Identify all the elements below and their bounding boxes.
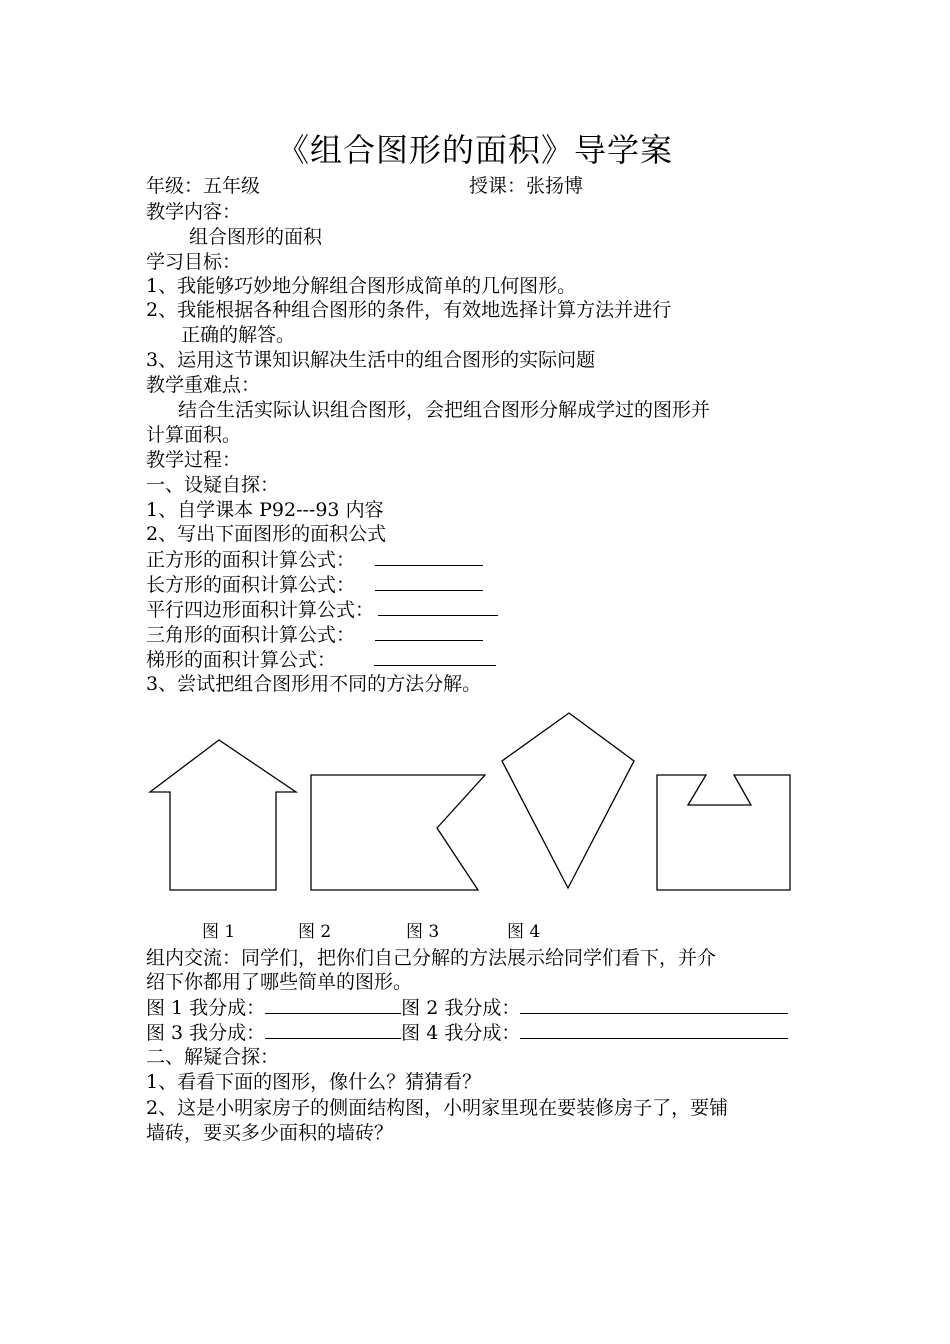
figure-label: 图 3 bbox=[406, 922, 440, 942]
formula-label: 平行四边形面积计算公式： bbox=[146, 599, 375, 621]
key-points-text-continued: 计算面积。 bbox=[146, 424, 242, 446]
content-text: 组合图形的面积 bbox=[189, 226, 323, 248]
key-points-text: 结合生活实际认识组合图形，会把组合图形分解成学过的图形并 bbox=[178, 399, 711, 421]
goals-heading: 学习目标： bbox=[146, 251, 242, 273]
part2-heading: 二、解疑合探： bbox=[146, 1046, 280, 1068]
key-points-heading: 教学重难点： bbox=[146, 374, 261, 396]
goal-item: 2、我能根据各种组合图形的条件，有效地选择计算方法并进行 bbox=[146, 299, 672, 321]
figure-2-flag-shape bbox=[311, 775, 485, 890]
teacher-line: 授课：张扬博 bbox=[469, 175, 584, 197]
formula-label: 长方形的面积计算公式： bbox=[146, 574, 356, 596]
answer-blank[interactable] bbox=[265, 1020, 401, 1039]
exchange-text-continued: 绍下你都用了哪些简单的图形。 bbox=[146, 971, 413, 993]
split-label: 图 4 我分成： bbox=[401, 1022, 521, 1044]
figure-1-house-shape bbox=[150, 740, 296, 890]
part1-item: 1、自学课本 P92---93 内容 bbox=[146, 499, 384, 521]
split-label: 图 2 我分成： bbox=[401, 997, 521, 1019]
page-title: 《组合图形的面积》导学案 bbox=[276, 131, 673, 169]
goal-item: 1、我能够巧妙地分解组合图形成简单的几何图形。 bbox=[146, 275, 577, 297]
answer-blank[interactable] bbox=[520, 1020, 788, 1039]
formula-label: 正方形的面积计算公式： bbox=[146, 549, 356, 571]
grade-line: 年级：五年级 bbox=[146, 175, 261, 197]
content-heading: 教学内容： bbox=[146, 201, 242, 223]
process-heading: 教学过程： bbox=[146, 449, 242, 471]
figure-3-kite-shape bbox=[502, 713, 634, 888]
split-row-1 bbox=[146, 995, 788, 1021]
part1-item: 2、写出下面图形的面积公式 bbox=[146, 523, 387, 545]
goal-item-continued: 正确的解答。 bbox=[181, 324, 296, 346]
goal-item: 3、运用这节课知识解决生活中的组合图形的实际问题 bbox=[146, 349, 596, 371]
exchange-text: 组内交流：同学们，把你们自己分解的方法展示给同学们看下，并介 bbox=[146, 947, 717, 969]
answer-blank[interactable] bbox=[265, 995, 401, 1014]
split-label: 图 1 我分成： bbox=[146, 997, 266, 1019]
formula-label: 三角形的面积计算公式： bbox=[146, 624, 356, 646]
split-label: 图 3 我分成： bbox=[146, 1022, 266, 1044]
figure-label: 图 1 bbox=[202, 922, 236, 942]
part1-heading: 一、设疑自探： bbox=[146, 474, 280, 496]
part2-item: 2、这是小明家房子的侧面结构图，小明家里现在要装修房子了，要铺 bbox=[146, 1097, 729, 1119]
part2-item: 1、看看下面的图形，像什么？猜猜看？ bbox=[146, 1071, 482, 1093]
part1-item: 3、尝试把组合图形用不同的方法分解。 bbox=[146, 673, 482, 695]
figure-label: 图 2 bbox=[298, 922, 332, 942]
answer-blank[interactable] bbox=[520, 995, 788, 1014]
figure-4-notched-square bbox=[657, 775, 790, 890]
split-row-2 bbox=[146, 1020, 788, 1046]
formula-label: 梯形的面积计算公式： bbox=[146, 649, 337, 671]
part2-item-continued: 墙砖，要买多少面积的墙砖？ bbox=[146, 1122, 394, 1144]
figure-label: 图 4 bbox=[507, 922, 541, 942]
